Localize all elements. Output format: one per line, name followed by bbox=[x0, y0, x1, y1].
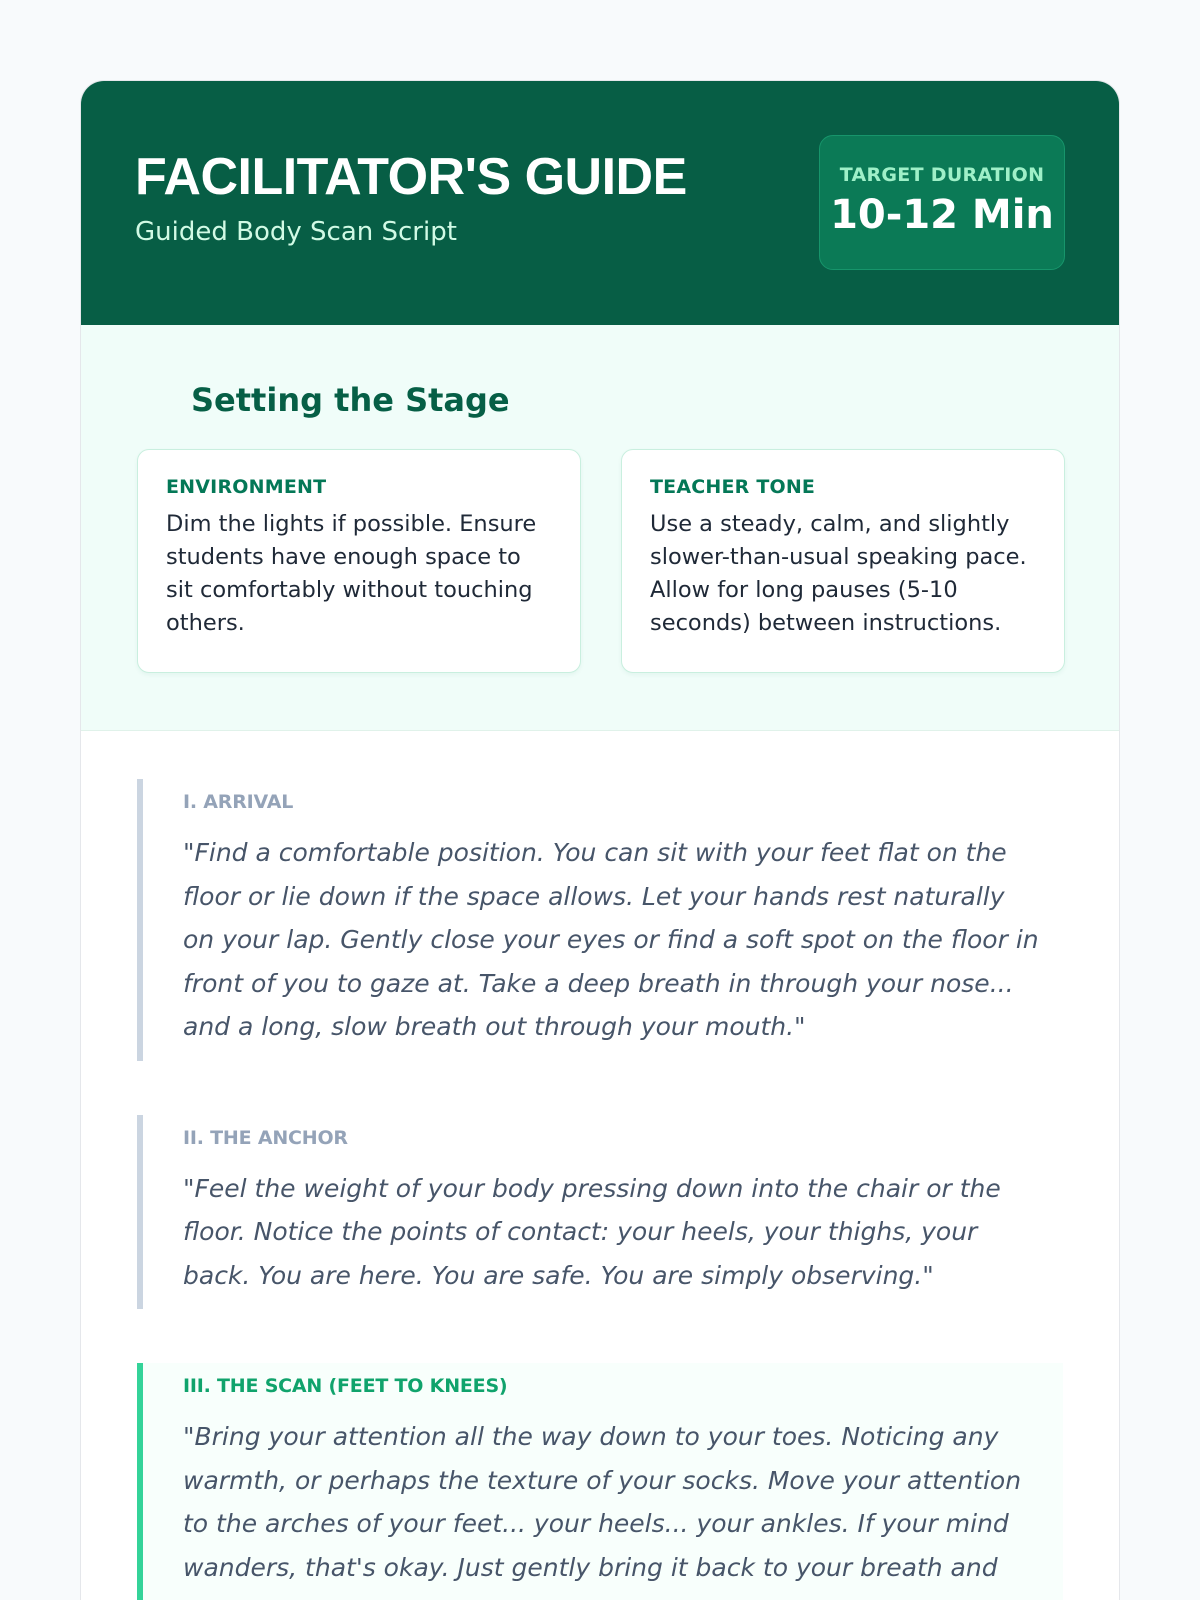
script-section-scan bbox=[137, 1363, 1063, 1600]
teacher-tone-text: Use a steady, calm, and slightly slower-than-usual speaking pace. Allow for long pauses (5-10 seconds) between instructions. bbox=[650, 511, 1027, 636]
setting-the-stage-panel bbox=[81, 325, 1119, 731]
section-text: "Find a comfortable position. You can sit with your feet flat on the floor or lie down if the space allows. Let your hands rest naturally on your lap. Gently close your eyes or find a soft spot on the floor in front of you to gaze at. Take a deep breath in through your nose... and a long, slow breath out through your mouth." bbox=[183, 838, 1039, 1041]
environment-text: Dim the lights if possible. Ensure students have enough space to sit comfortably without touching others. bbox=[166, 511, 537, 636]
script-sections bbox=[81, 731, 1119, 1600]
section-label: III. THE SCAN (FEET TO KNEES) bbox=[183, 1375, 508, 1397]
section-label: II. THE ANCHOR bbox=[183, 1126, 348, 1149]
duration-value: 10-12 Min bbox=[830, 192, 1054, 238]
duration-label: TARGET DURATION bbox=[839, 164, 1045, 186]
section-text: "Bring your attention all the way down to your toes. Noticing any warmth, or perhaps the texture of your socks. Move your attention to the arches of your feet... your heels... your ankles. If your mind wanders, that's okay. Just gently bring it back to your breath and bbox=[183, 1422, 1022, 1582]
guide-card bbox=[80, 80, 1120, 1600]
stage-title: Setting the Stage bbox=[191, 381, 510, 419]
teacher-tone-card bbox=[621, 449, 1065, 673]
duration-badge bbox=[819, 135, 1065, 270]
stage-cards bbox=[137, 449, 1065, 673]
section-label: I. ARRIVAL bbox=[183, 791, 294, 813]
environment-card bbox=[137, 449, 581, 673]
teacher-tone-label: TEACHER TONE bbox=[650, 476, 816, 498]
script-section-arrival bbox=[137, 779, 1063, 1061]
page-title: FACILITATOR'S GUIDE bbox=[135, 148, 687, 206]
section-text: "Feel the weight of your body pressing down into the chair or the floor. Notice the points of contact: your heels, your thighs, your back. You are here. You are safe. You are simply observing." bbox=[183, 1173, 1001, 1290]
page-subtitle: Guided Body Scan Script bbox=[135, 217, 457, 247]
environment-label: ENVIRONMENT bbox=[166, 476, 327, 498]
script-section-anchor bbox=[137, 1115, 1063, 1310]
guide-header bbox=[81, 81, 1119, 325]
